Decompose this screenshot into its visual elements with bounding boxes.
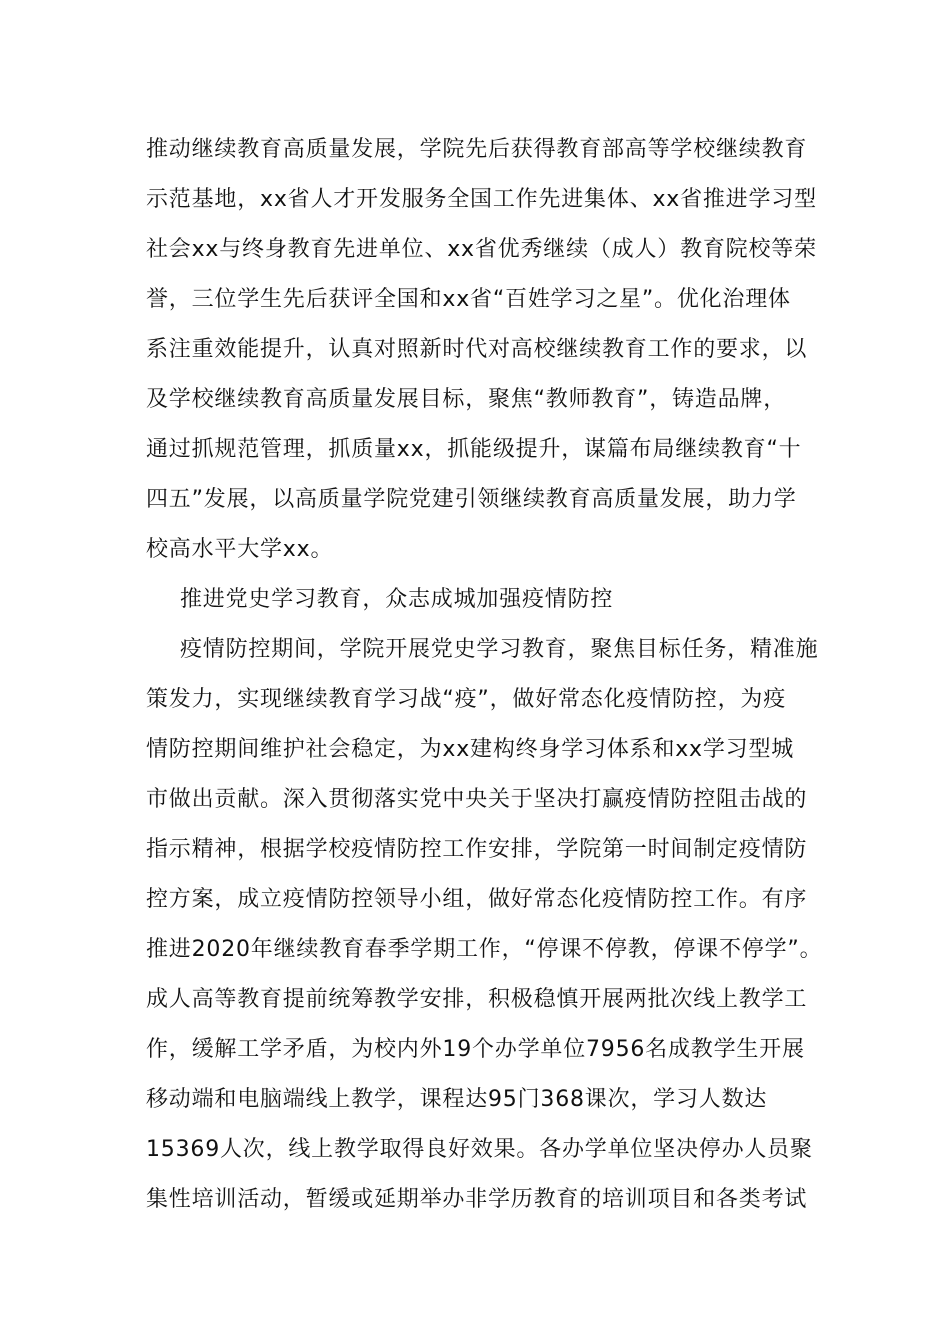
paragraph-line-8: 四五”发展，以高质量学院党建引领继续教育高质量发展，助力学 (146, 487, 797, 512)
paragraph-line-21: 15369人次，线上教学取得良好效果。各办学单位坚决停办人员聚 (146, 1137, 813, 1162)
paragraph-line-22: 集性培训活动，暂缓或延期举办非学历教育的培训项目和各类考试 (146, 1187, 808, 1212)
paragraph-line-6: 及学校继续教育高质量发展目标，聚焦“教师教育”，铸造品牌， (146, 387, 786, 412)
paragraph-line-18: 成人高等教育提前统筹教学安排，积极稳慎开展两批次线上教学工 (146, 987, 808, 1012)
paragraph-line-1: 推动继续教育高质量发展，学院先后获得教育部高等学校继续教育 (146, 137, 808, 162)
paragraph-line-7: 通过抓规范管理，抓质量xx，抓能级提升，谋篇布局继续教育“十 (146, 437, 802, 462)
paragraph-line-3: 社会xx与终身教育先进单位、xx省优秀继续（成人）教育院校等荣 (146, 237, 817, 262)
paragraph-line-19: 作，缓解工学矛盾，为校内外19个办学单位7956名成教学生开展 (146, 1037, 805, 1062)
paragraph-line-11: 疫情防控期间，学院开展党史学习教育，聚焦目标任务，精准施 (180, 637, 819, 662)
paragraph-line-12: 策发力，实现继续教育学习战“疫”，做好常态化疫情防控，为疫 (146, 687, 786, 712)
paragraph-line-4: 誉，三位学生先后获评全国和xx省“百姓学习之星”。优化治理体 (146, 287, 791, 312)
paragraph-line-2: 示范基地，xx省人才开发服务全国工作先进集体、xx省推进学习型 (146, 187, 817, 212)
section-heading: 推进党史学习教育，众志成城加强疫情防控 (180, 587, 614, 612)
paragraph-line-20: 移动端和电脑端线上教学，课程达95门368课次，学习人数达 (146, 1087, 768, 1112)
paragraph-line-15: 指示精神，根据学校疫情防控工作安排，学院第一时间制定疫情防 (146, 837, 808, 862)
paragraph-line-9: 校高水平大学xx。 (146, 537, 334, 562)
paragraph-line-14: 市做出贡献。深入贯彻落实党中央关于坚决打赢疫情防控阻击战的 (146, 787, 808, 812)
paragraph-line-13: 情防控期间维护社会稳定，为xx建构终身学习体系和xx学习型城 (146, 737, 795, 762)
paragraph-line-17: 推进2020年继续教育春季学期工作，“停课不停教，停课不停学”。 (146, 937, 823, 962)
paragraph-line-5: 系注重效能提升，认真对照新时代对高校继续教育工作的要求，以 (146, 337, 808, 362)
paragraph-line-16: 控方案，成立疫情防控领导小组，做好常态化疫情防控工作。有序 (146, 887, 808, 912)
